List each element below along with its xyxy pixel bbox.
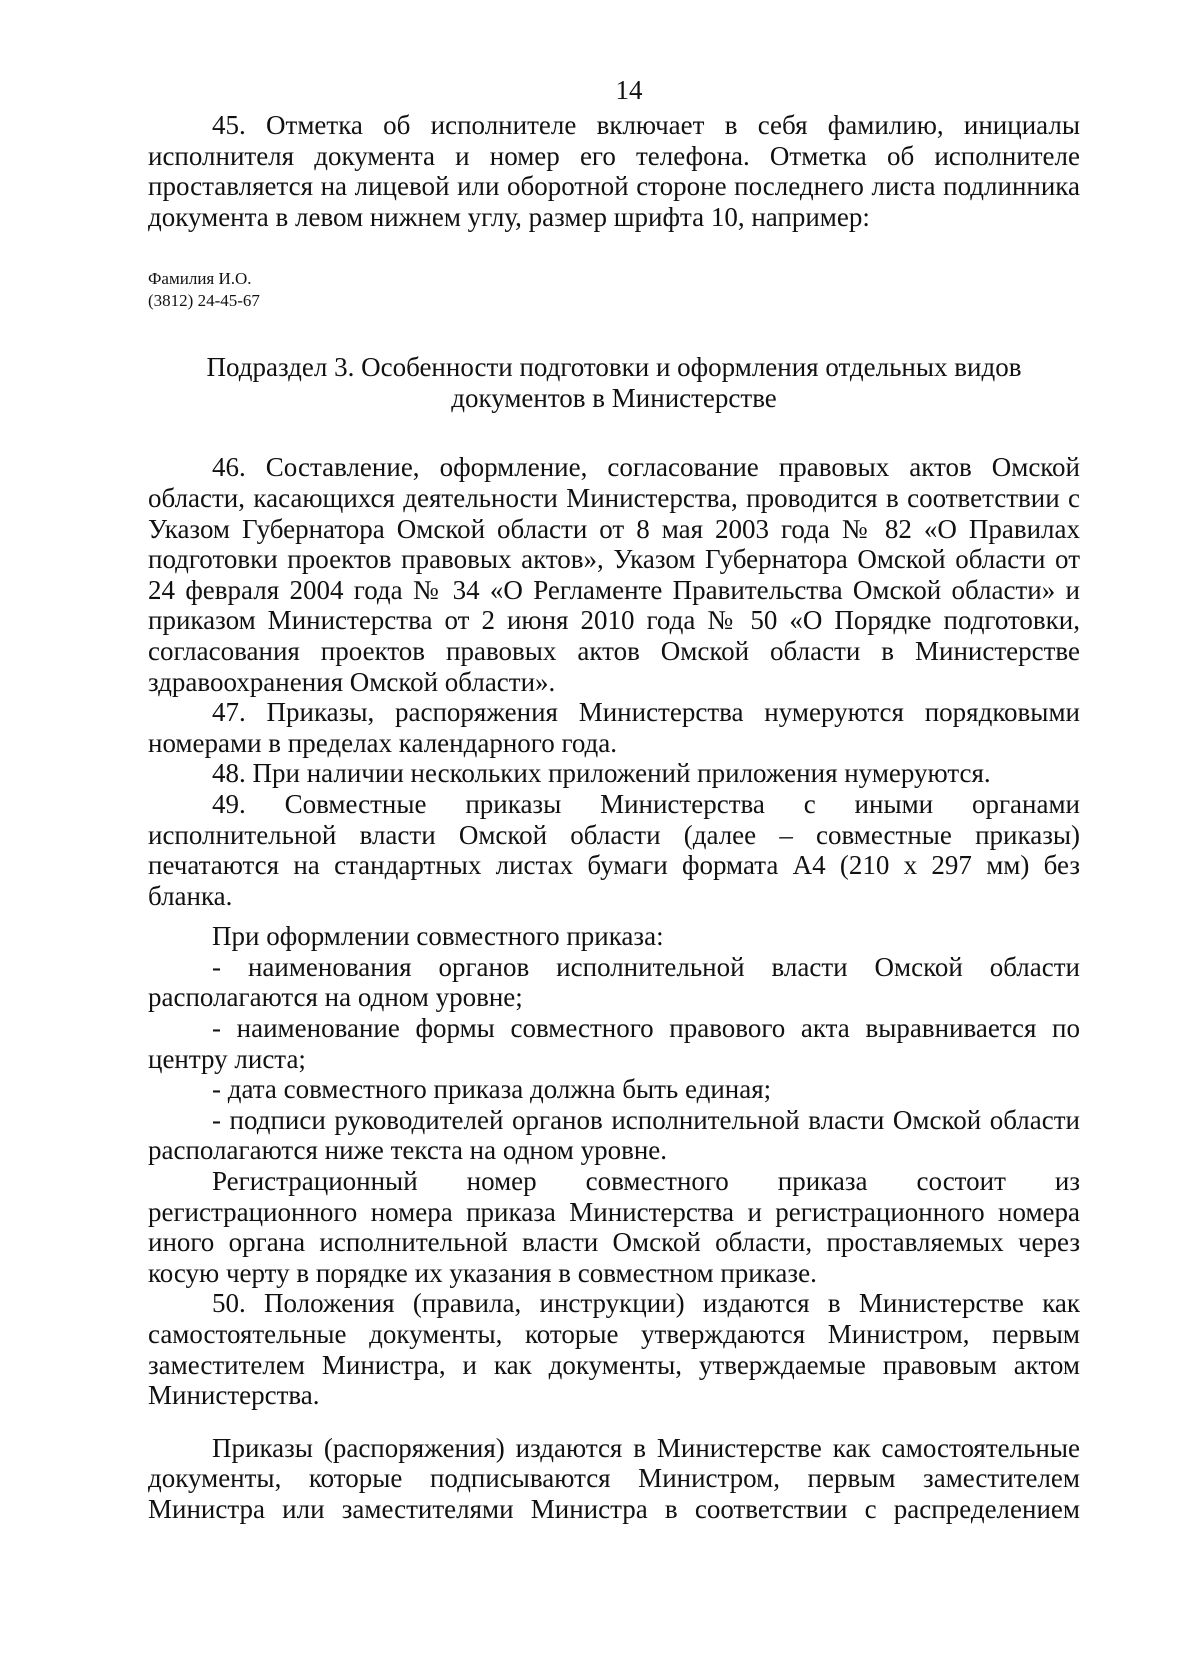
page-number: 14 [615,75,643,105]
paragraph-46: 46. Составление, оформление, согласование правовых актов Омской области, касающихся деятельности Министерства, проводится в соответствии с Указом Губернатора Омской области от 8 мая 2003 года № 82 «О Правилах подготовки проектов правовых актов», Указом Губернатора Омской области от 24 февраля 2004 года № 34 «О Регламенте Правительства Омской области» и приказом Министерства от 2 июня 2010 года № 50 «О Порядке подготовки, согласования проектов правовых актов Омской области в Министерстве здравоохранения Омской области». [148,452,1080,697]
list-item-single-date: - дата совместного приказа должна быть единая; [212,1074,772,1105]
document-page [148,74,1080,1525]
subsection-heading [148,352,1080,414]
paragraph-48: 48. При наличии нескольких приложений приложения нумеруются. [212,758,991,789]
paragraph-49: 49. Совместные приказы Министерства с иными органами исполнительной власти Омской области (далее – совместные приказы) печатаются на стандартных листах бумаги формата А4 (210 х 297 мм) без бланка. [148,788,1080,911]
paragraph-50: 50. Положения (правила, инструкции) издаются в Министерстве как самостоятельные документы, которые утверждаются Министром, первым заместителем Министра, и как документы, утверждаемые правовым актом Министерства. [148,1288,1080,1411]
executor-name: Фамилия И.О. [148,269,252,289]
paragraph-47: 47. Приказы, распоряжения Министерства нумеруются порядковыми номерами в пределах календарного года. [148,697,1080,758]
paragraph-45: 45. Отметка об исполнителе включает в себя фамилию, инициалы исполнителя документа и номер его телефона. Отметка об исполнителе проставляется на лицевой или оборотной стороне последнего листа подлинника документа в левом нижнем углу, размер шрифта 10, например: [148,110,1080,232]
paragraph-registration-number: Регистрационный номер совместного приказа состоит из регистрационного номера приказа Министерства и регистрационного номера иного органа исполнительной власти Омской области, проставляемых через косую черту в порядке их указания в совместном приказе. [148,1166,1080,1288]
executor-phone: (3812) 24-45-67 [148,291,260,311]
paragraph-orders-issued: Приказы (распоряжения) издаются в Министерстве как самостоятельные документы, которые подписываются Министром, первым заместителем Министра или заместителями Министра в соответствии с распределением [148,1432,1080,1524]
list-item-names-level: - наименования органов исполнительной власти Омской области располагаются на одном уровне; [148,951,1080,1013]
executor-mark-example [148,268,1080,312]
paragraph-joint-order-intro: При оформлении совместного приказа: [212,921,664,952]
subsection-heading-line-1: Подраздел 3. Особенности подготовки и оформления отдельных видов [206,352,1022,383]
list-item-form-centered: - наименование формы совместного правового акта выравнивается по центру листа; [148,1013,1080,1074]
list-item-signatures: - подписи руководителей органов исполнительной власти Омской области располагаются ниже текста на одном уровне. [148,1104,1080,1166]
subsection-heading-line-2: документов в Министерстве [451,383,777,414]
